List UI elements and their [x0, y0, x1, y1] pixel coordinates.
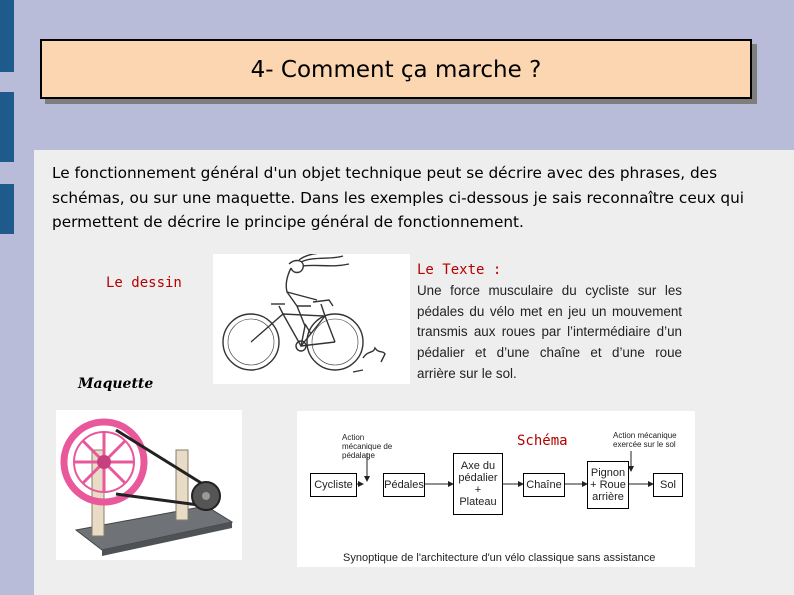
maquette-photo	[56, 410, 242, 560]
intro-paragraph: Le fonctionnement général d'un objet technique peut se décrire avec des phrases, des schémas, ou sur une maquette. Dans les exemples ci-dessous je sais reconnaître ceux qui permettent de décrire le principe général de fonctionnement.	[52, 164, 745, 231]
left-bar-3	[0, 184, 14, 234]
left-bar-1	[0, 0, 14, 72]
label-schema: Schéma	[517, 433, 568, 449]
label-maquette: Maquette	[78, 376, 154, 392]
texte-description	[417, 260, 682, 385]
schema-top-label-left: Action mécanique de pédalage	[342, 433, 393, 460]
label-dessin: Le dessin	[106, 275, 182, 291]
schema-box-pignon: Pignon + Roue arrière	[587, 461, 629, 509]
schema-diagram	[297, 411, 695, 567]
schema-box-pedales: Pédales	[383, 473, 425, 497]
schema-box-sol: Sol	[653, 473, 683, 497]
bicycle-sketch-icon	[213, 254, 410, 384]
schema-top-label-right: Action mécanique exercée sur le sol	[613, 431, 677, 449]
bicycle-drawing	[213, 254, 410, 384]
texte-heading: Le Texte :	[417, 262, 502, 278]
schema-box-pedalier: Axe du pédalier + Plateau	[453, 453, 503, 515]
title-box	[40, 39, 752, 99]
maquette-model-icon	[56, 410, 242, 560]
schema-box-chaine: Chaîne	[523, 473, 565, 497]
texte-body: Une force musculaire du cycliste sur les pédales du vélo met en jeu un mouvement transmis aux roues par l’intermédiaire d’un pédalier et d’une chaîne et d’une roue arrière sur le sol.	[417, 282, 682, 381]
schema-caption: Synoptique de l'architecture d'un vélo classique sans assistance	[343, 552, 656, 564]
left-bar-2	[0, 92, 14, 162]
slide-title: 4- Comment ça marche ?	[250, 57, 542, 83]
schema-box-cycliste: Cycliste	[310, 473, 357, 497]
